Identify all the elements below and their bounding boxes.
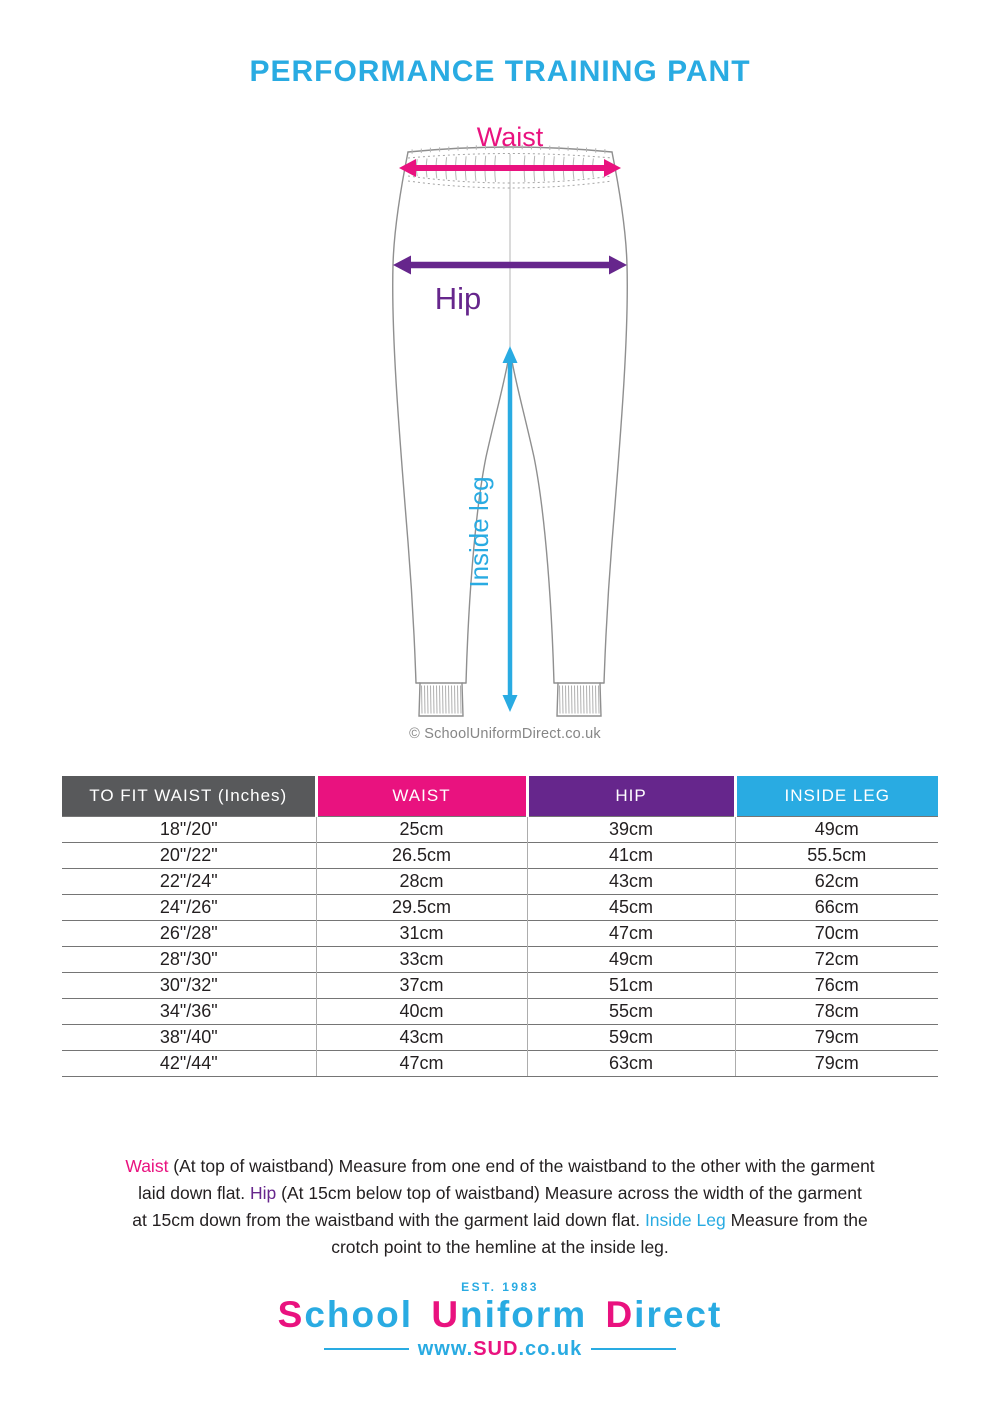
logo-word-blue: chool [304,1294,432,1335]
logo-wordmark [0,1294,1000,1337]
waist-cell: 37cm [316,972,527,998]
size-cell: 22"/24" [62,868,316,894]
size-cell: 34"/36" [62,998,316,1024]
table-header-row [62,776,938,816]
waist-cell: 40cm [316,998,527,1024]
size-cell: 28"/30" [62,946,316,972]
waist-cell: 47cm [316,1050,527,1076]
copyright-text: © SchoolUniformDirect.co.uk [409,726,601,742]
waist-cell: 33cm [316,946,527,972]
table-row [62,1024,938,1050]
instruction-line [90,1153,910,1180]
instruction-text-pink: Waist [125,1156,174,1176]
hip-cell: 49cm [527,946,735,972]
table-row [62,972,938,998]
hip-cell: 55cm [527,998,735,1024]
logo-word-pink: S [277,1294,305,1335]
inside-leg-cell: 62cm [735,868,938,894]
logo-url-part-blue: www. [417,1337,474,1360]
size-cell: 42"/44" [62,1050,316,1076]
waist-cell: 28cm [316,868,527,894]
inside-leg-cell: 55.5cm [735,842,938,868]
waist-cell: 43cm [316,1024,527,1050]
waist-cell: 31cm [316,920,527,946]
logo-word-blue: irect [634,1294,723,1335]
inside-leg-cell: 66cm [735,894,938,920]
hip-cell: 51cm [527,972,735,998]
logo-word-pink: U [431,1294,461,1335]
inside-leg-cell: 76cm [735,972,938,998]
waist-cell: 26.5cm [316,842,527,868]
size-table-body [62,816,938,1076]
logo-url-part-blue: .co.uk [518,1337,583,1360]
instruction-text: at 15cm down from the waistband with the garment laid down flat. [132,1210,645,1230]
brand-logo [0,1280,1000,1361]
hip-cell: 63cm [527,1050,735,1076]
header-inside-leg: INSIDE LEG [735,776,938,816]
instruction-line [90,1207,910,1234]
waist-label: Waist [476,122,544,152]
logo-word-blue: niform [460,1294,606,1335]
hip-label: Hip [434,281,482,316]
logo-est-text: EST. 1983 [461,1280,539,1294]
waist-cell: 29.5cm [316,894,527,920]
size-cell: 30"/32" [62,972,316,998]
inside-leg-cell: 70cm [735,920,938,946]
table-row [62,920,938,946]
size-table [62,776,938,1077]
instruction-text-purple: Hip [250,1183,282,1203]
table-row [62,894,938,920]
table-row [62,868,938,894]
size-cell: 24"/26" [62,894,316,920]
pants-diagram [360,112,660,724]
instruction-line [90,1180,910,1207]
header-to-fit-waist: TO FIT WAIST (Inches) [62,776,316,816]
instruction-text: laid down flat. [138,1183,251,1203]
hip-cell: 59cm [527,1024,735,1050]
waist-cell: 25cm [316,816,527,842]
page-title: PERFORMANCE TRAINING PANT [249,55,751,88]
inside-leg-measurement-arrow [503,346,518,712]
logo-url [418,1338,583,1361]
hip-cell: 47cm [527,920,735,946]
hip-cell: 45cm [527,894,735,920]
instruction-text: (At 15cm below top of waistband) Measure across the width of the garment [281,1183,862,1203]
instruction-line [90,1234,910,1261]
instruction-text-blue: Inside Leg [644,1210,731,1230]
table-row [62,946,938,972]
size-cell: 38"/40" [62,1024,316,1050]
inside-leg-cell: 49cm [735,816,938,842]
logo-url-part-pink: SUD [473,1337,519,1360]
logo-word-pink: D [605,1294,635,1335]
instruction-text: crotch point to the hemline at the inside leg. [331,1237,669,1257]
inside-leg-cell: 79cm [735,1024,938,1050]
inside-leg-cell: 79cm [735,1050,938,1076]
size-cell: 26"/28" [62,920,316,946]
hip-cell: 43cm [527,868,735,894]
size-cell: 18"/20" [62,816,316,842]
measurement-instructions [90,1153,910,1261]
header-waist: WAIST [316,776,527,816]
header-hip: HIP [527,776,735,816]
logo-rule-right [591,1348,676,1351]
size-cell: 20"/22" [62,842,316,868]
table-row [62,998,938,1024]
instruction-text: Measure from the [730,1210,868,1230]
table-row [62,842,938,868]
logo-rule-left [324,1348,409,1351]
logo-url-row [0,1338,1000,1361]
table-row [62,816,938,842]
table-row [62,1050,938,1076]
instruction-text: (At top of waistband) Measure from one end of the waistband to the other with the garment [173,1156,875,1176]
inside-leg-cell: 72cm [735,946,938,972]
inside-leg-label: Inside leg [464,476,494,588]
hip-cell: 39cm [527,816,735,842]
hip-cell: 41cm [527,842,735,868]
inside-leg-cell: 78cm [735,998,938,1024]
